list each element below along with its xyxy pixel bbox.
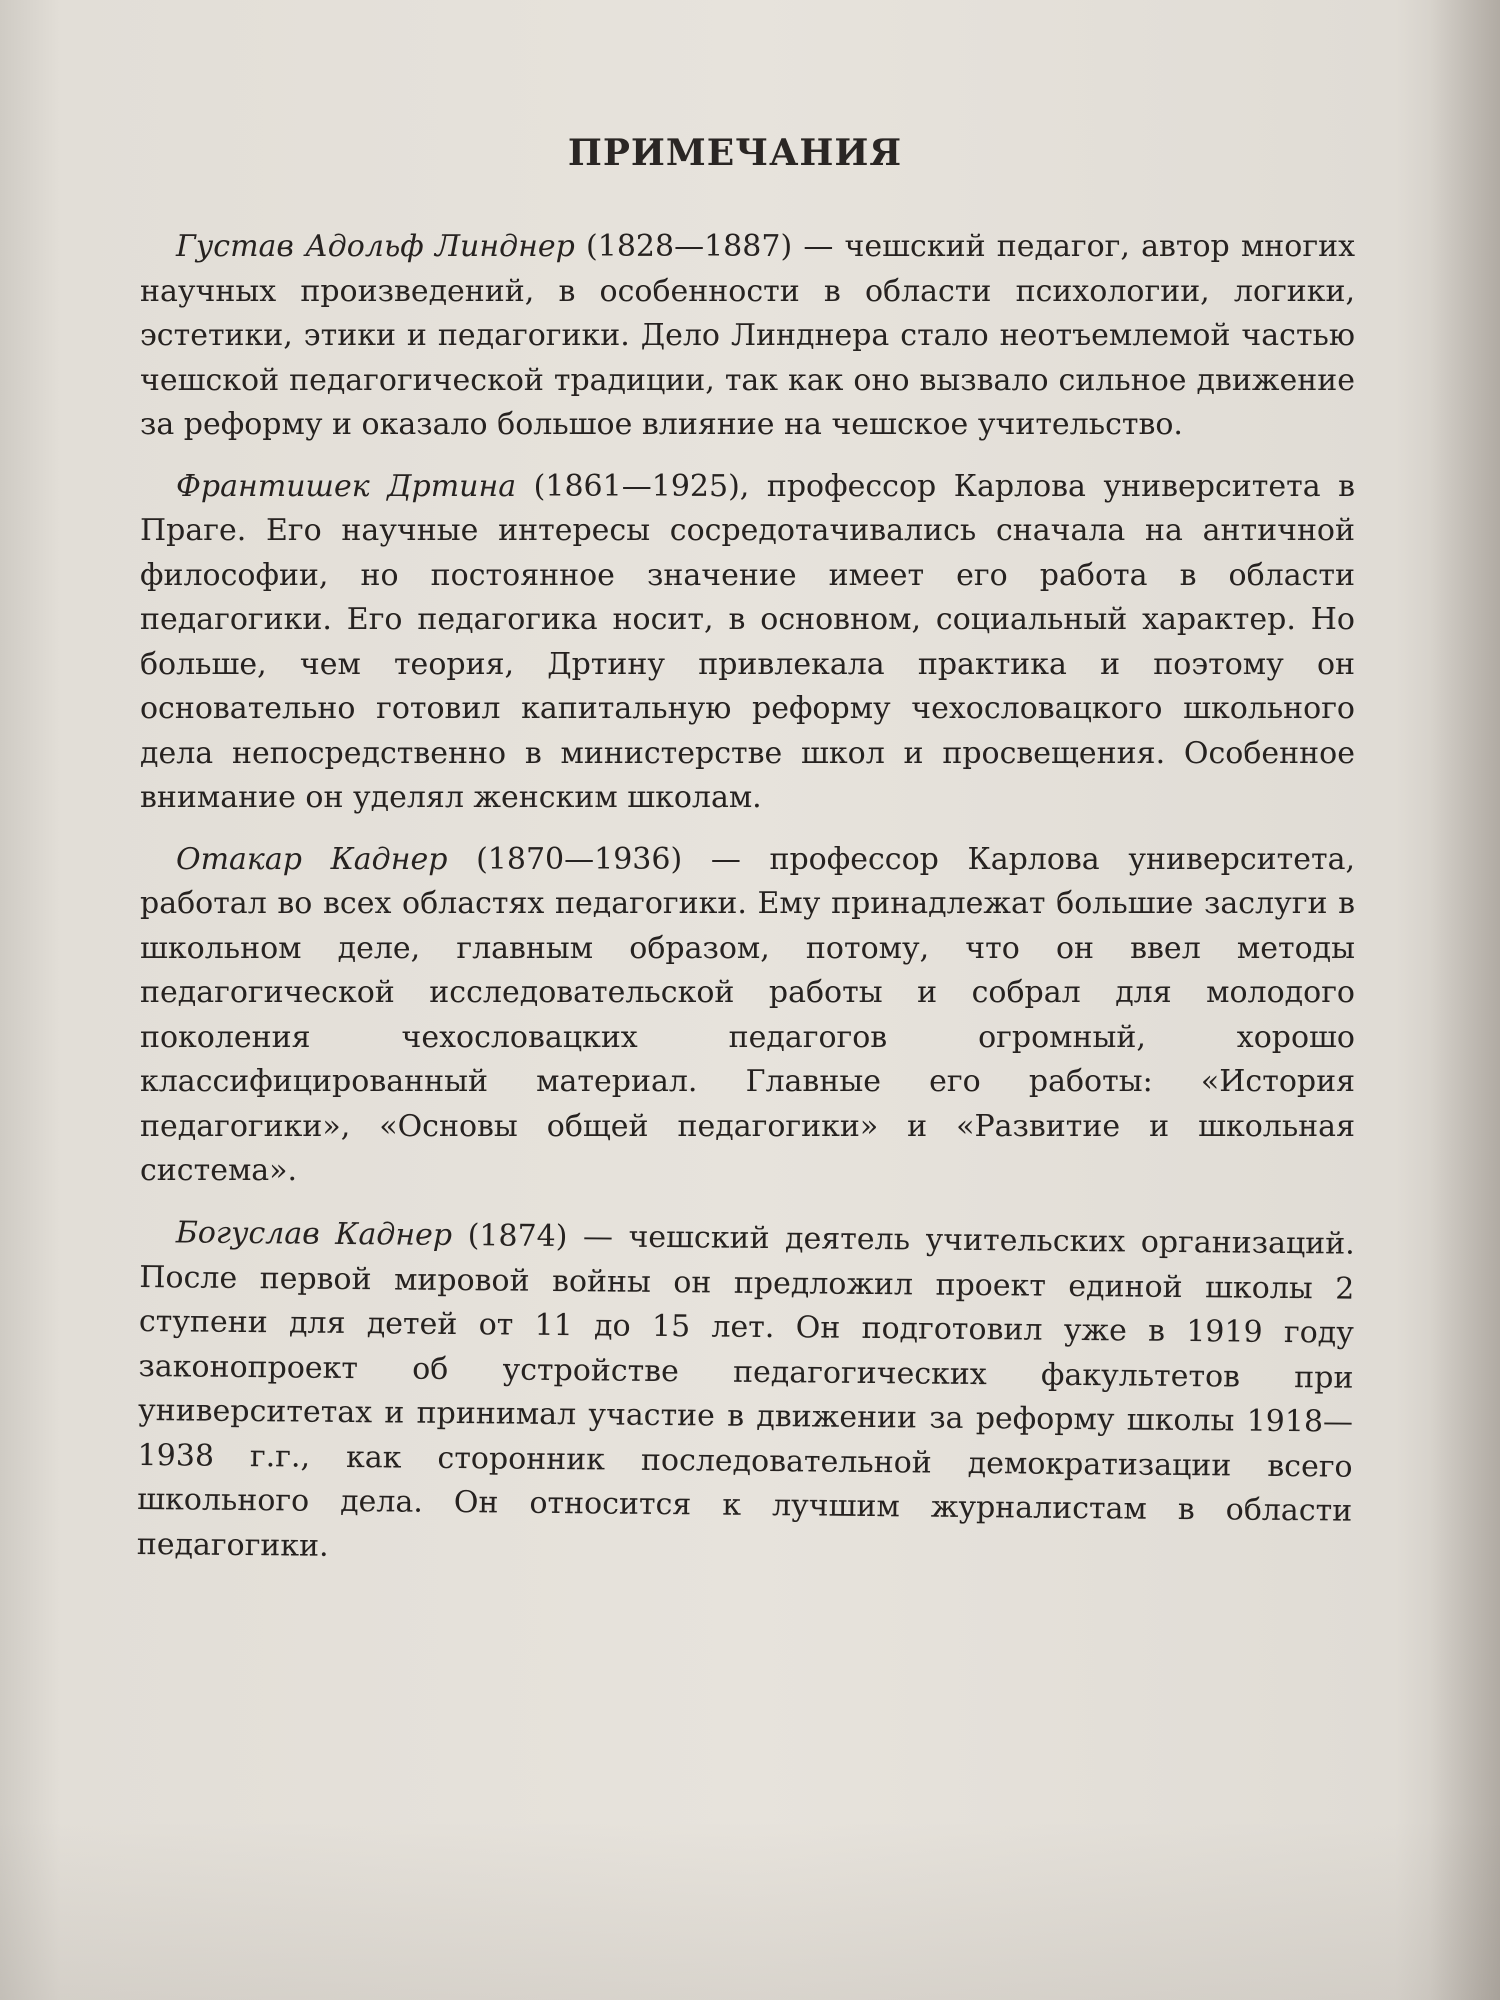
- note-person-name: Отакар Каднер: [176, 841, 448, 877]
- note-person-name: Густав Адольф Линднер: [176, 229, 575, 264]
- note-person-name: Франтишек Дртина: [176, 468, 517, 504]
- page-bottom-shadow: [0, 1820, 1500, 2000]
- note-text: (1861—1925), профессор Карлова университета в Праге. Его научные интересы сосредотачивались сначала на античной философии, но постоянное значение имеет его работа в области педагогики. Его педагогика носит, в основном, социальный характер. Но больше, чем теория, Дртину привлекала практика и поэтому он основательно готовил капитальную реформу чехословацкого школьного дела непосредственно в министерстве школ и просвещения. Особенное внимание он уделял женским школам.: [140, 468, 1356, 815]
- notes-body: [136, 225, 1356, 1584]
- note-otakar-kadner: [140, 838, 1355, 1194]
- note-text: (1828—1887) — чешский педагог, автор многих научных произведений, в особенности в области психологии, логики, эстетики, этики и педагогики. Дело Линднера стало неотъемлемой частью чешской педагогической традиции, так как оно вызвало сильное движение за реформу и оказало большое влияние на чешское учительство.: [140, 229, 1355, 442]
- note-text: (1870—1936) — профессор Карлова университета, работал во всех областях педагогики. Ему принадлежат большие заслуги в школьном деле, главным образом, потому, что он ввел методы педагогической исследовательской работы и собрал для молодого поколения чехословацких педагогов огромный, хорошо классифицированный материал. Главные его работы: «История педагогики», «Основы общей педагогики» и «Развитие и школьная система».: [140, 841, 1355, 1188]
- note-drtina: [140, 465, 1355, 821]
- page-title: ПРИМЕЧАНИЯ: [567, 132, 903, 175]
- note-bohuslav-kadner: [137, 1211, 1355, 1579]
- note-text: (1874) — чешский деятель учительских организаций. После первой мировой войны он предложил проект единой школы 2 ступени для детей от 11 до 15 лет. Он подготовил уже в 1919 году законопроект об устройстве педагогических факультетов при университетах и принимал участие в движении за реформу школы 1918—1938 г.г., как сторонник последовательной демократизации всего школьного дела. Он относится к лучшим журналистам в области педагогики.: [136, 1217, 1355, 1563]
- note-person-name: Богуслав Каднер: [175, 1214, 453, 1253]
- page-edge-shadow: [1430, 0, 1500, 2000]
- note-lindner: [140, 225, 1355, 448]
